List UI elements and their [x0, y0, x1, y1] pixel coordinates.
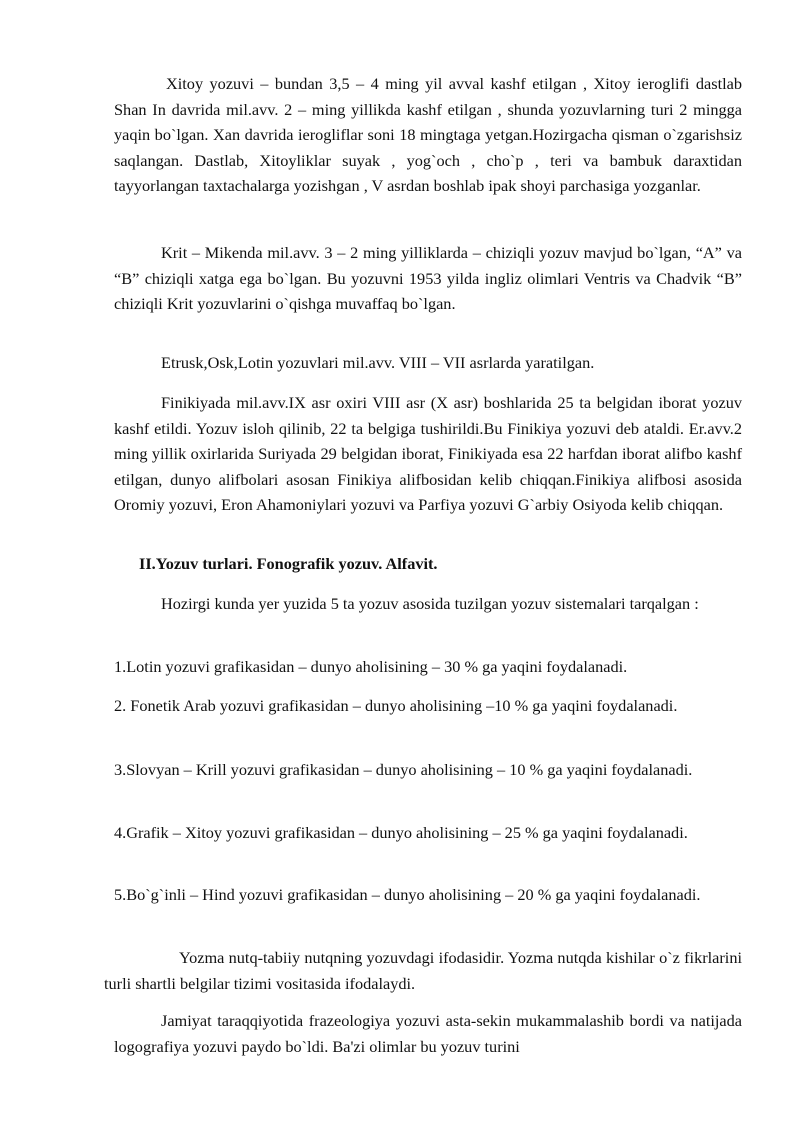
list-item-arab: 2. Fonetik Arab yozuvi grafikasidan – dunyo aholisining –10 % ga yaqini foydalanadi.: [114, 696, 678, 715]
paragraph-jamiyat: Jamiyat taraqqiyotida frazeologiya yozuvi asta-sekin mukammalashib bordi va natijada logografiya yozuvi paydo bo`ldi. Ba'zi olimlar bu yozuv turini: [114, 1011, 742, 1056]
list-item-krill: 3.Slovyan – Krill yozuvi grafikasidan – dunyo aholisining – 10 % ga yaqini foydalanadi.: [114, 760, 693, 779]
list-item-lotin: 1.Lotin yozuvi grafikasidan – dunyo aholisining – 30 % ga yaqini foydalanadi.: [114, 657, 628, 676]
list-item-xitoy: 4.Grafik – Xitoy yozuvi grafikasidan – dunyo aholisining – 25 % ga yaqini foydalanadi.: [114, 823, 688, 842]
paragraph-finikiya: Finikiyada mil.avv.IX asr oxiri VIII asr (X asr) boshlarida 25 ta belgidan iborat yozuv kashf etildi. Yozuv isloh qilinib, 22 ta belgiga tushirildi.Bu Finikiya yozuvi deb ataldi. Er.avv.2 ming yillik oxirlarida Suriyada 29 belgidan iborat, Finikiyada esa 22 harfdan iborat alifbo kashf etilgan, dunyo alifbolari asosan Finikiya alifbosidan kelib chiqqan.Finikiya alifbosi asosida Oromiy yozuvi, Eron Ahamoniylari yozuvi va Parfiya yozuvi G`arbiy Osiyoda kelib chiqqan.: [114, 393, 742, 514]
paragraph-yozma-nutq: Yozma nutq-tabiiy nutqning yozuvdagi ifodasidir. Yozma nutqda kishilar o`z fikrlarini turli shartli belgilar tizimi vositasida ifodalaydi.: [104, 948, 742, 993]
section-heading: II.Yozuv turlari. Fonografik yozuv. Alfavit.: [139, 554, 438, 573]
paragraph-xitoy-yozuvi: Xitoy yozuvi – bundan 3,5 – 4 ming yil avval kashf etilgan , Xitoy ieroglifi dastlab Shan In davrida mil.avv. 2 – ming yillikda kashf etilgan , shunda yozuvlarning turi 2 mingga yaqin bo`lgan. Xan davrida ierogliflar soni 18 mingtaga yetgan.Hozirgacha qisman o`zgarishsiz saqlangan. Dastlab, Xitoyliklar suyak , yog`och , cho`p , teri va bambuk daraxtidan tayyorlangan taxtachalarga yozishgan , V asrdan boshlab ipak shoyi parchasiga yozganlar.: [114, 74, 742, 195]
paragraph-etrusk-osk-lotin: Etrusk,Osk,Lotin yozuvlari mil.avv. VIII – VII asrlarda yaratilgan.: [161, 353, 595, 372]
paragraph-hozirgi-kunda: Hozirgi kunda yer yuzida 5 ta yozuv asosida tuzilgan yozuv sistemalari tarqalgan :: [161, 594, 699, 613]
list-item-hind: 5.Bo`g`inli – Hind yozuvi grafikasidan – dunyo aholisining – 20 % ga yaqini foydalanadi.: [114, 885, 701, 904]
paragraph-krit-mikenda: Krit – Mikenda mil.avv. 3 – 2 ming yilliklarda – chiziqli yozuv mavjud bo`lgan, “A” va “B” chiziqli xatga ega bo`lgan. Bu yozuvni 1953 yilda ingliz olimlari Ventris va Chadvik “B” chiziqli Krit yozuvlarini o`qishga muvaffaq bo`lgan.: [114, 243, 742, 313]
